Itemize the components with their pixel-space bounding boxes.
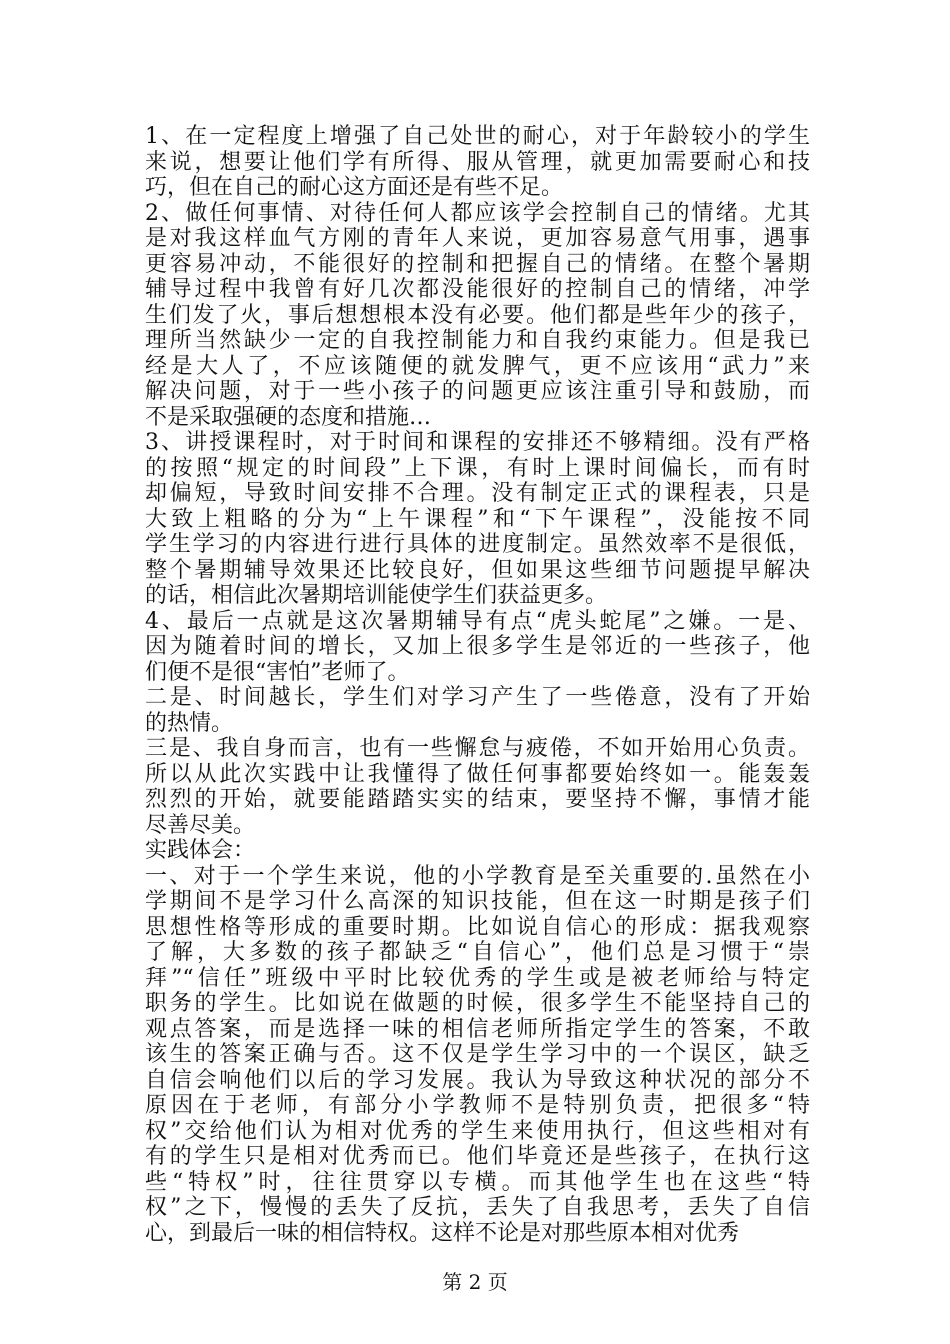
text-line: 巧，但在自己的耐心这方面还是有些不足。 (145, 175, 564, 200)
text-line: 思想性格等形成的重要时期。比如说自信心的形成：据我观察 (145, 914, 810, 940)
text-line: 些“特权”时，往往贯穿以专横。而其他学生也在这些“特 (145, 1169, 810, 1195)
text-line: 学期间不是学习什么高深的知识技能，但在这一时期是孩子们 (145, 889, 810, 914)
text-line: 理所当然缺少一定的自我控制能力和自我约束能力。但是我已 (145, 328, 810, 353)
text-line: 经是大人了，不应该随便的就发脾气，更不应该用“武力”来 (145, 353, 810, 379)
text-line: 整个暑期辅导效果还比较良好，但如果这些细节问题提早解决 (145, 557, 810, 583)
text-line: 尽善尽美。 (145, 812, 256, 838)
text-line: 观点答案，而是选择一味的相信老师所指定学生的答案，不敢 (145, 1016, 810, 1042)
text-line: 该生的答案正确与否。这不仅是学生学习中的一个误区，缺乏 (145, 1042, 810, 1067)
text-line: 烈烈的开始，就要能踏踏实实的结束，要坚持不懈，事情才能 (145, 787, 810, 812)
text-line: 拜”“信任”班级中平时比较优秀的学生或是被老师给与特定 (145, 965, 810, 991)
text-line: 的按照“规定的时间段”上下课，有时上课时间偏长，而有时 (145, 455, 810, 481)
text-line: 1、在一定程度上增强了自己处世的耐心，对于年龄较小的学生 (145, 124, 810, 149)
text-line: 辅导过程中我曾有好几次都没能很好的控制自己的情绪，冲学 (145, 277, 810, 302)
text-line: 的热情。 (145, 710, 234, 736)
text-line: 原因在于老师，有部分小学教师不是特别负责，把很多“特 (145, 1093, 810, 1118)
text-line: 们便不是很“害怕”老师了。 (145, 659, 410, 685)
text-line: 更容易冲动，不能很好的控制和把握自己的情绪。在整个暑期 (145, 251, 810, 277)
document-body (145, 124, 810, 1246)
text-line: 心，到最后一味的相信特权。这样不论是对那些原本相对优秀 (145, 1220, 740, 1246)
text-line: 的话，相信此次暑期培训能使学生们获益更多。 (145, 583, 608, 608)
text-line: 是对我这样血气方刚的青年人来说，更加容易意气用事，遇事 (145, 226, 810, 251)
text-line: 解决问题，对于一些小孩子的问题更应该注重引导和鼓励，而 (145, 379, 810, 404)
text-line: 来说，想要让他们学有所得、服从管理，就更加需要耐心和技 (145, 149, 810, 175)
text-line: 学生学习的内容进行进行具体的进度制定。虽然效率不是很低， (145, 532, 810, 557)
text-line: 4、最后一点就是这次暑期辅导有点“虎头蛇尾”之嫌。一是、 (145, 608, 810, 634)
text-line: 了解，大多数的孩子都缺乏“自信心”，他们总是习惯于“崇 (145, 940, 810, 965)
text-line: 大致上粗略的分为“上午课程”和“下午课程”，没能按不同 (145, 506, 810, 532)
text-line: 却偏短，导致时间安排不合理。没有制定正式的课程表，只是 (145, 481, 810, 506)
text-line: 一、对于一个学生来说，他的小学教育是至关重要的.虽然在小 (145, 863, 810, 889)
text-line: 二是、时间越长，学生们对学习产生了一些倦意，没有了开始 (145, 685, 810, 710)
text-line: 三是、我自身而言，也有一些懈怠与疲倦，不如开始用心负责。 (145, 736, 810, 761)
text-line: 自信会响他们以后的学习发展。我认为导致这种状况的部分不 (145, 1067, 810, 1093)
text-line: 权”交给他们认为相对优秀的学生来使用执行，但这些相对有 (145, 1118, 810, 1144)
text-line: 3、讲授课程时，对于时间和课程的安排还不够精细。没有严格 (145, 430, 810, 455)
page-number: 第 2 页 (442, 1270, 508, 1294)
text-line: 因为随着时间的增长，又加上很多学生是邻近的一些孩子，他 (145, 634, 810, 659)
text-line: 实践体会： (145, 838, 256, 863)
text-line: 2、做任何事情、对待任何人都应该学会控制自己的情绪。尤其 (145, 200, 810, 226)
text-line: 权”之下，慢慢的丢失了反抗，丢失了自我思考，丢失了自信 (145, 1195, 810, 1220)
text-line: 职务的学生。比如说在做题的时候，很多学生不能坚持自己的 (145, 991, 810, 1016)
text-line: 有的学生只是相对优秀而已。他们毕竟还是些孩子，在执行这 (145, 1144, 810, 1169)
text-line: 所以从此次实践中让我懂得了做任何事都要始终如一。能轰轰 (145, 761, 810, 787)
text-line: 不是采取强硬的态度和措施… (145, 404, 432, 430)
text-line: 生们发了火，事后想想根本没有必要。他们都是些年少的孩子， (145, 302, 810, 328)
